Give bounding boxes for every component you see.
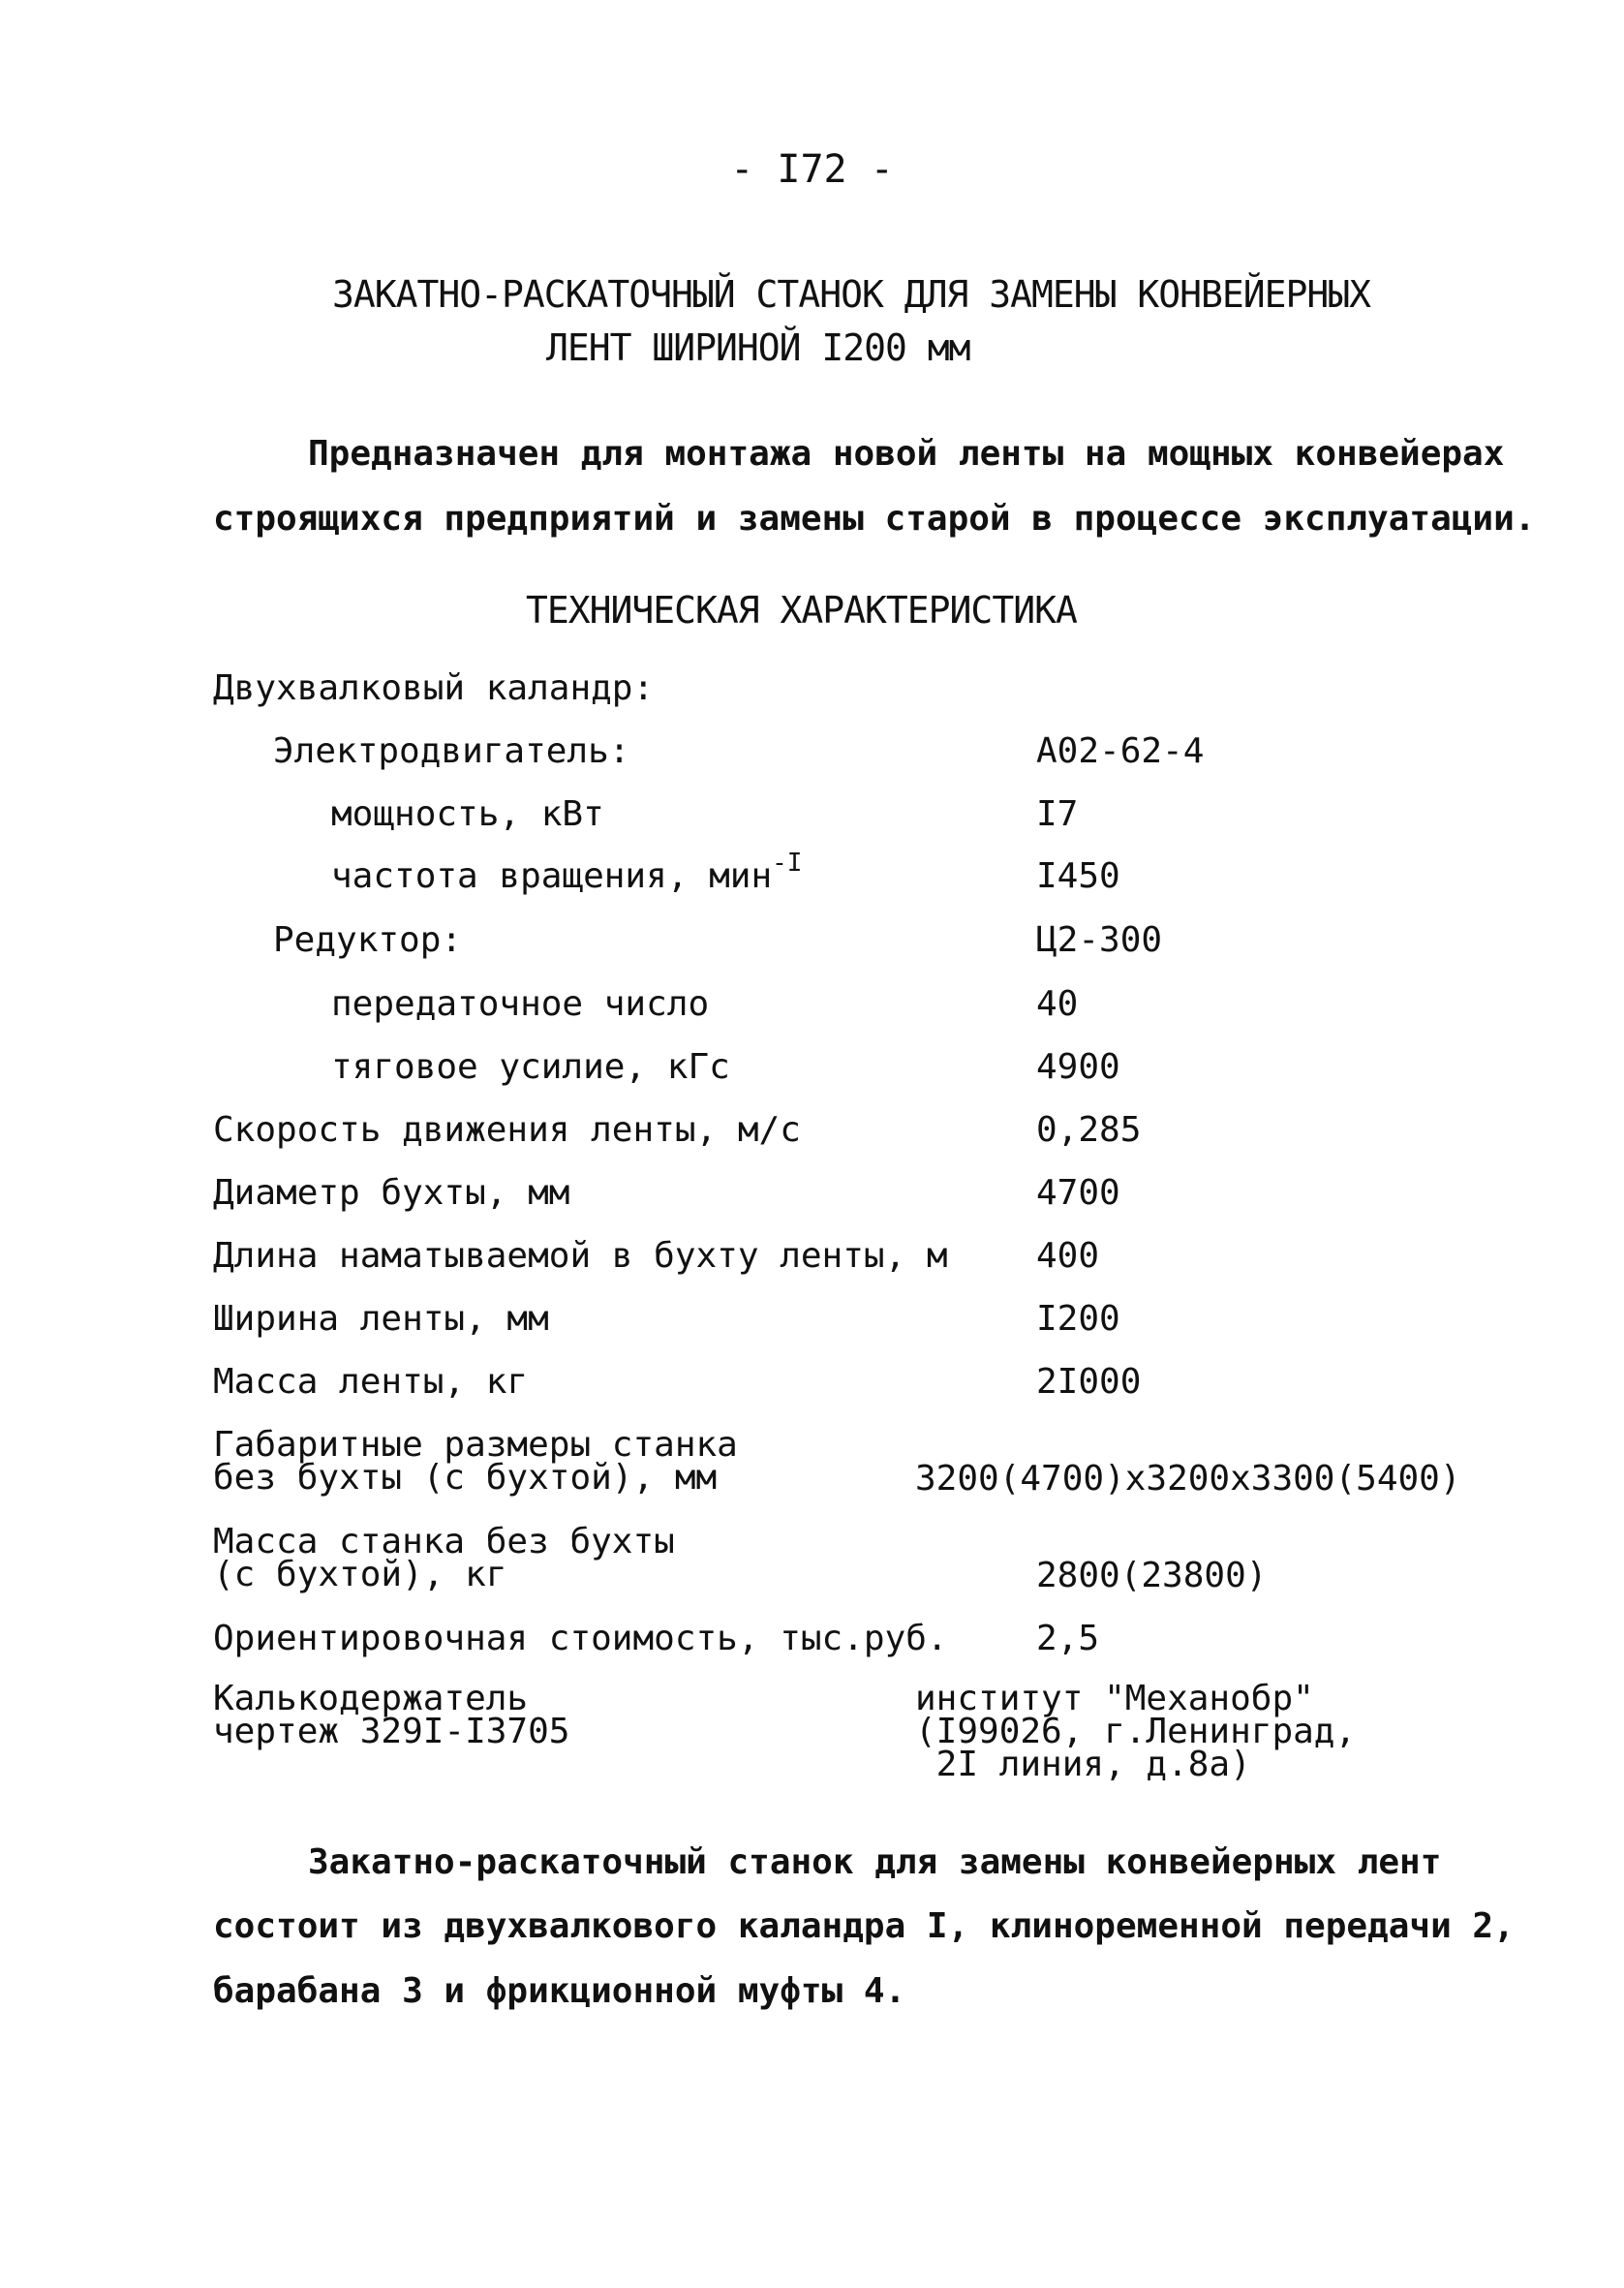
page-number: - I72 - bbox=[730, 147, 894, 192]
intro-line2: строящихся предприятий и замены старой в процессе эксплуатации. bbox=[213, 499, 1536, 539]
spec-traction-value: 4900 bbox=[1036, 1047, 1120, 1087]
spec-power-value: I7 bbox=[1036, 794, 1079, 834]
spec-machine-mass-value: 2800(23800) bbox=[1036, 1556, 1268, 1595]
spec-ratio-value: 40 bbox=[1036, 984, 1079, 1024]
spec-cost-label: Ориентировочная стоимость, тыс.руб. bbox=[213, 1619, 948, 1658]
spec-reducer-label: Редуктор: bbox=[273, 920, 463, 960]
document-title-line1: ЗАКАТНО-РАСКАТОЧНЫЙ СТАНОК ДЛЯ ЗАМЕНЫ КОНВЕЙЕРНЫХ bbox=[332, 273, 1371, 316]
section-heading: ТЕХНИЧЕСКАЯ ХАРАКТЕРИСТИКА bbox=[526, 589, 1077, 632]
spec-speed-value: 0,285 bbox=[1036, 1110, 1142, 1150]
spec-belt-length-label: Длина наматываемой в бухту ленты, м bbox=[213, 1236, 948, 1276]
spec-belt-width-value: I200 bbox=[1036, 1299, 1120, 1339]
spec-calender-label: Двухвалковый каландр: bbox=[213, 668, 655, 708]
spec-coil-diameter-label: Диаметр бухты, мм bbox=[213, 1173, 570, 1213]
spec-holder-value: институт "Механобр" (I99026, г.Ленинград, 2I линия, д.8а) bbox=[915, 1679, 1357, 1785]
spec-rotation-label-text: частота вращения, мин bbox=[331, 856, 773, 896]
spec-motor-value: А02-62-4 bbox=[1036, 731, 1205, 771]
description-line1: Закатно-раскаточный станок для замены конвейерных лент bbox=[308, 1842, 1442, 1882]
spec-traction-label: тяговое усилие, кГс bbox=[331, 1047, 730, 1087]
spec-rotation-label bbox=[331, 849, 803, 896]
spec-coil-diameter-value: 4700 bbox=[1036, 1173, 1120, 1213]
spec-reducer-value: Ц2-300 bbox=[1036, 920, 1163, 960]
spec-belt-mass-label: Масса ленты, кг bbox=[213, 1362, 529, 1402]
description-line3: барабана 3 и фрикционной муфты 4. bbox=[213, 1971, 906, 2011]
spec-dimensions-value: 3200(4700)x3200x3300(5400) bbox=[915, 1459, 1461, 1499]
spec-speed-label: Скорость движения ленты, м/с bbox=[213, 1110, 801, 1150]
spec-belt-width-label: Ширина ленты, мм bbox=[213, 1299, 549, 1339]
spec-rotation-unit-exponent: -I bbox=[772, 849, 803, 878]
spec-power-label: мощность, кВт bbox=[331, 794, 604, 834]
spec-ratio-label: передаточное число bbox=[331, 984, 710, 1024]
spec-rotation-value: I450 bbox=[1036, 856, 1120, 896]
spec-holder-label: Калькодержатель чертеж 329I-I3705 bbox=[213, 1679, 570, 1752]
spec-belt-mass-value: 2I000 bbox=[1036, 1362, 1142, 1402]
spec-machine-mass-label: Масса станка без бухты (с бухтой), кг bbox=[213, 1522, 675, 1595]
spec-motor-label: Электродвигатель: bbox=[273, 731, 630, 771]
spec-belt-length-value: 400 bbox=[1036, 1236, 1100, 1276]
spec-cost-value: 2,5 bbox=[1036, 1619, 1100, 1658]
description-line2: состоит из двухвалкового каландра I, клиноременной передачи 2, bbox=[213, 1906, 1515, 1946]
document-title-line2: ЛЕНТ ШИРИНОЙ I200 мм bbox=[546, 326, 970, 369]
intro-line1: Предназначен для монтажа новой ленты на мощных конвейерах bbox=[308, 434, 1505, 474]
spec-dimensions-label: Габаритные размеры станка без бухты (с бухтой), мм bbox=[213, 1425, 738, 1499]
